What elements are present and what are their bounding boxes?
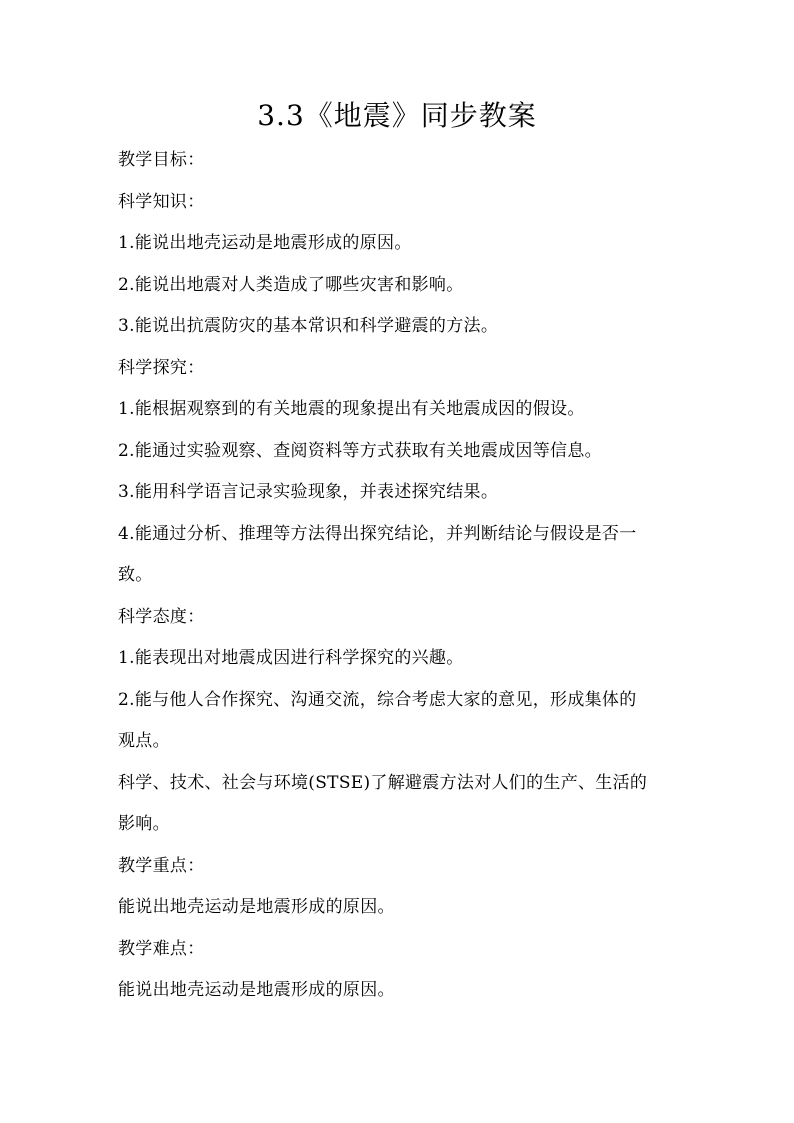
knowledge-item-3: 3.能说出抗震防灾的基本常识和科学避震的方法。 [118,316,499,336]
heading-teaching-objectives: 教学目标： [118,150,205,170]
difficulty-text: 能说出地壳运动是地震形成的原因。 [118,980,395,1000]
subheading-science-knowledge: 科学知识： [118,191,205,212]
attitude-item-2-continued: 观点。 [118,731,170,751]
attitude-item-1: 1.能表现出对地震成因进行科学探究的兴趣。 [118,648,464,668]
heading-teaching-difficulties: 教学难点： [118,938,205,959]
inquiry-item-3: 3.能用科学语言记录实验现象，并表述探究结果。 [118,482,499,502]
attitude-item-2: 2.能与他人合作探究、沟通交流，综合考虑大家的意见，形成集体的 [118,689,637,710]
inquiry-item-4: 4.能通过分析、推理等方法得出探究结论，并判断结论与假设是否一 [118,523,637,544]
knowledge-item-1: 1.能说出地壳运动是地震形成的原因。 [118,233,412,253]
subheading-science-attitude: 科学态度： [118,606,205,627]
stse-paragraph: 科学、技术、社会与环境(STSE)了解避震方法对人们的生产、生活的 [118,772,648,793]
inquiry-item-2: 2.能通过实验观察、查阅资料等方式获取有关地震成因等信息。 [118,440,602,461]
key-point-text: 能说出地壳运动是地震形成的原因。 [118,897,395,917]
knowledge-item-2: 2.能说出地震对人类造成了哪些灾害和影响。 [118,274,464,295]
inquiry-item-1: 1.能根据观察到的有关地震的现象提出有关地震成因的假设。 [118,399,585,419]
inquiry-item-4-continued: 致。 [118,565,153,585]
heading-teaching-key-points: 教学重点： [118,855,205,876]
document-body [118,140,680,1012]
stse-paragraph-continued: 影响。 [118,814,170,834]
subheading-science-inquiry: 科学探究： [118,357,205,378]
document-title: 3.3《地震》同步教案 [257,99,537,132]
